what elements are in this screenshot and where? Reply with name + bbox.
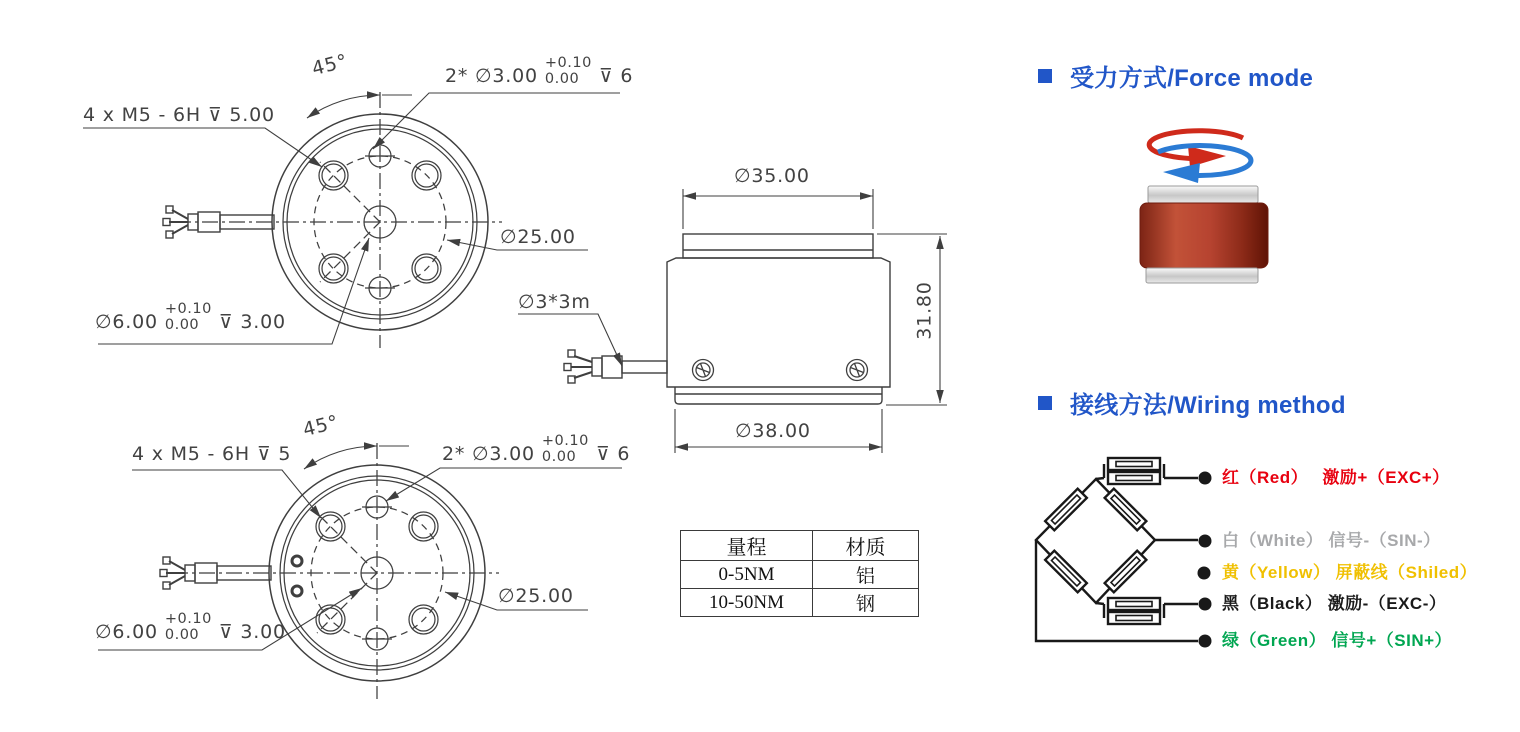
- view-b-pin-note: [442, 434, 630, 465]
- view-a-thread-note: 4 x M5 - 6H ⊽ 5.00: [83, 104, 275, 126]
- side-view-height: 31.80: [913, 281, 936, 340]
- side-view-cable: [564, 350, 667, 383]
- spec-range-1: 0-5NM: [681, 561, 813, 589]
- wire-label-red: 红（Red） 激励+（EXC+）: [1222, 468, 1450, 487]
- view-a-pin-dia: 2* ∅3.00: [445, 65, 538, 87]
- spec-header-material: 材质: [813, 531, 919, 561]
- view-b-center-tolerance: +0.10 0.00: [164, 611, 212, 643]
- wire-label-black: 黑（Black） 激励-（EXC-）: [1222, 594, 1447, 613]
- view-a-center-tolerance: +0.10 0.00: [164, 301, 212, 333]
- side-view-dimensions: [518, 189, 947, 453]
- spec-header-range: 量程: [681, 531, 813, 561]
- view-a-center-note: [95, 302, 286, 333]
- spec-material-1: 铝: [813, 561, 919, 589]
- view-b-pin-tolerance: +0.10 0.00: [541, 433, 589, 465]
- spec-material-2: 钢: [813, 589, 919, 617]
- compensation-resistors-bottom: [1096, 598, 1198, 624]
- view-b-thread-note: 4 x M5 - 6H ⊽ 5: [132, 443, 292, 465]
- side-view: [518, 189, 947, 453]
- wiring-title-text: 接线方法/Wiring method: [1070, 392, 1346, 419]
- spec-table-header-row: [681, 531, 919, 561]
- wire-label-green: 绿（Green） 信号+（SIN+）: [1222, 631, 1453, 650]
- force-mode-illustration: [1140, 131, 1268, 283]
- compensation-resistors-top: [1096, 458, 1198, 484]
- side-view-bottom-dia: ∅38.00: [735, 420, 811, 442]
- view-b-pin-dia: 2* ∅3.00: [442, 443, 535, 465]
- wire-terminals: [1198, 472, 1212, 648]
- wiring-section-title: [1038, 385, 1346, 420]
- sensor-top-cap: [1148, 186, 1258, 203]
- spec-table: [680, 530, 919, 617]
- square-bullet-icon: [1038, 69, 1052, 83]
- screw-right: [847, 360, 868, 381]
- wiring-bridge-diagram: [1036, 458, 1212, 648]
- view-a-bolt-circle-dia: ∅25.00: [500, 226, 576, 248]
- square-bullet-icon: [1038, 396, 1052, 410]
- table-row: [681, 589, 919, 617]
- view-a-pin-tolerance: +0.10 0.00: [544, 55, 592, 87]
- view-a-pin-depth: ⊽ 6: [598, 65, 634, 87]
- force-mode-section-title: [1038, 58, 1313, 93]
- wire-label-yellow: 黄（Yellow） 屏蔽线（Shiled）: [1222, 563, 1478, 582]
- view-b-angle-label: 45°: [300, 410, 342, 442]
- spec-range-2: 10-50NM: [681, 589, 813, 617]
- view-b-bolt-circle-dia: ∅25.00: [498, 585, 574, 607]
- top-view-b-side-holes: [292, 556, 302, 596]
- view-b-center-dia: ∅6.00: [95, 621, 158, 643]
- force-mode-title-text: 受力方式/Force mode: [1070, 65, 1314, 92]
- side-view-top-dia: ∅35.00: [734, 165, 810, 187]
- sensor-bottom-cap: [1146, 268, 1258, 283]
- side-view-cable-note: ∅3*3m: [518, 291, 591, 313]
- sensor-body: [1140, 203, 1268, 268]
- view-a-pin-note: [445, 56, 633, 87]
- screw-left: [693, 360, 714, 381]
- view-b-center-depth: ⊽ 3.00: [218, 621, 286, 643]
- view-b-center-note: [95, 612, 286, 643]
- view-a-center-dia: ∅6.00: [95, 311, 158, 333]
- view-b-pin-depth: ⊽ 6: [595, 443, 631, 465]
- view-a-center-depth: ⊽ 3.00: [218, 311, 286, 333]
- view-a-angle-label: 45°: [309, 49, 351, 81]
- wire-label-white: 白（White） 信号-（SIN-）: [1222, 531, 1441, 550]
- bridge-resistors: [1045, 489, 1146, 593]
- table-row: [681, 561, 919, 589]
- top-view-b: [98, 443, 622, 699]
